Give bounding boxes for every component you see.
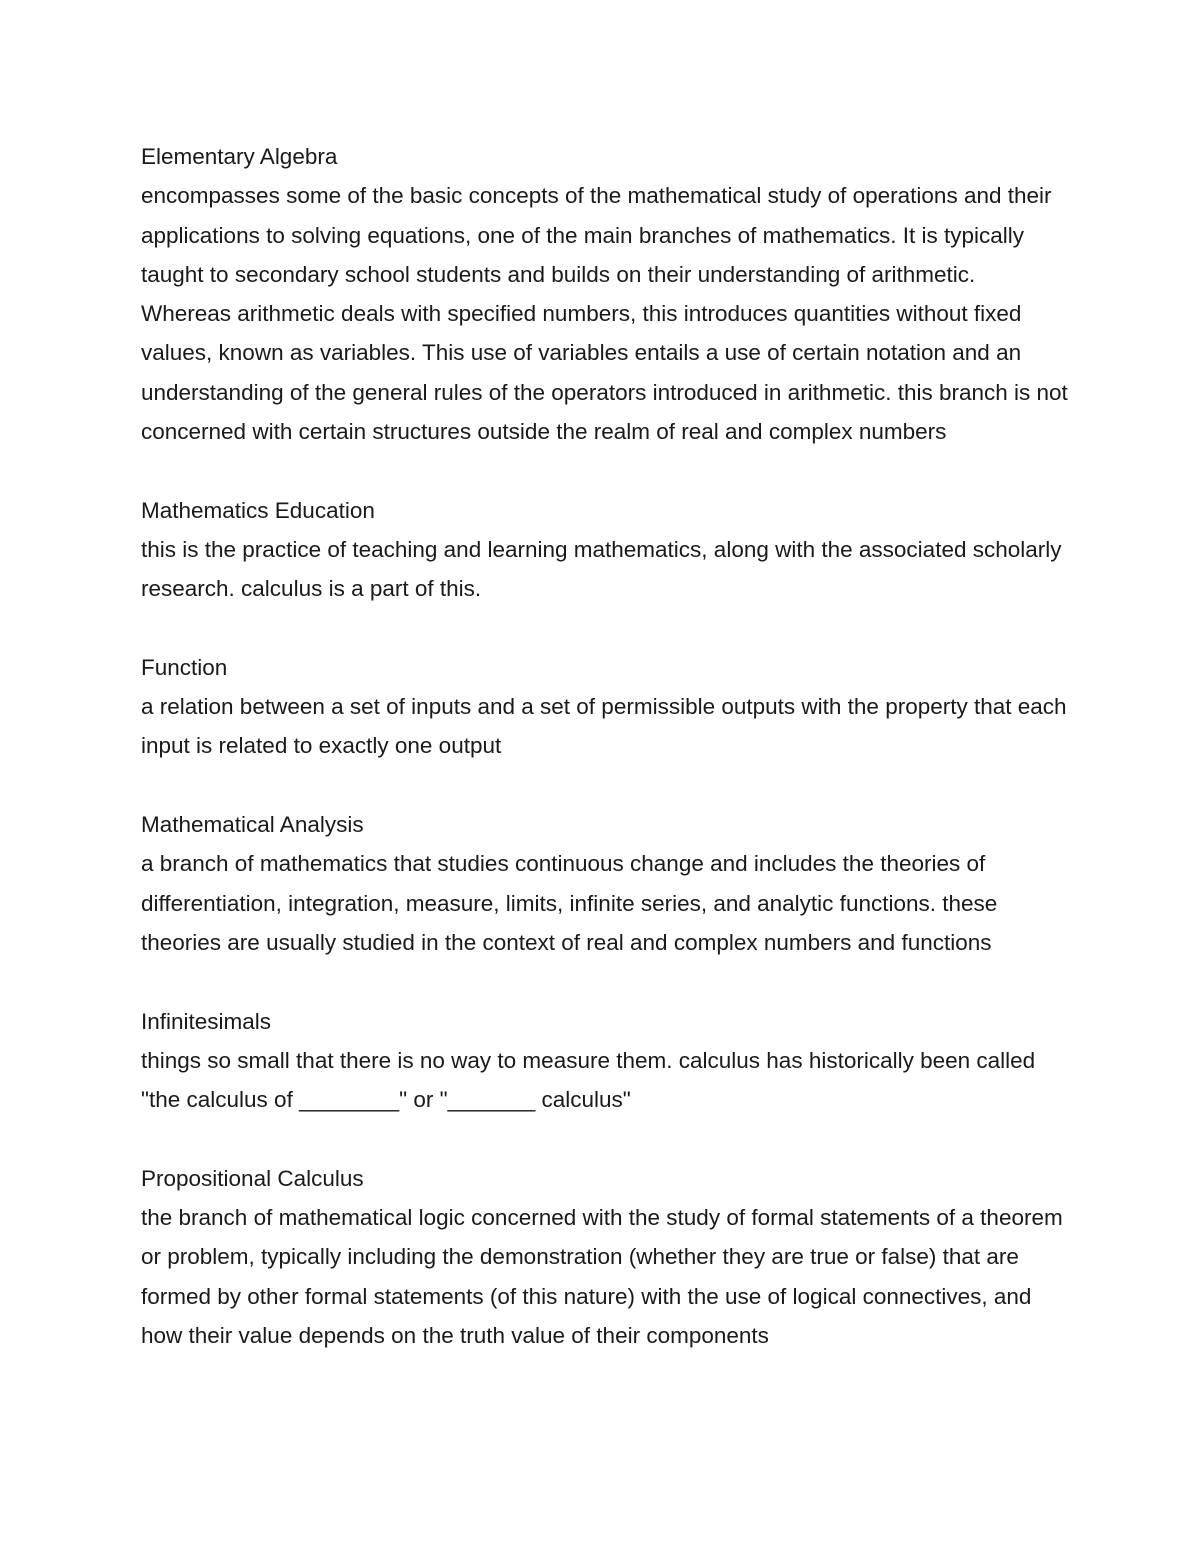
entry-term: Propositional Calculus	[141, 1165, 364, 1191]
entry-term: Mathematical Analysis	[141, 812, 364, 838]
entry-term: Elementary Algebra	[141, 144, 338, 169]
entry-definition: encompasses some of the basic concepts of the mathematical study of operations and their applications to solving equations, one of the main branches of mathematics. It is typically taught to secondary school students and builds on their understanding of arithmetic. Whereas arithmetic deals with specified numbers, this introduces quantities without fixed values, known as variables. This use of variables entails a use of certain notation and an understanding of the general rules of the operators introduced in arithmetic. this branch is not concerned with certain structures outside the realm of real and complex numbers	[141, 183, 1068, 445]
glossary-entry-mathematics-education	[141, 491, 1070, 609]
glossary-entry-mathematical-analysis	[141, 805, 1070, 962]
entry-definition: this is the practice of teaching and learning mathematics, along with the associated scholarly research. calculus is a part of this.	[141, 536, 1062, 602]
entry-term: Mathematics Education	[141, 497, 375, 523]
glossary-entry-infinitesimals	[141, 1002, 1070, 1120]
glossary-entry-function	[141, 648, 1070, 766]
entry-definition: a branch of mathematics that studies continuous change and includes the theories of differentiation, integration, measure, limits, infinite series, and analytic functions. these theories are usually studied in the context of real and complex numbers and functions	[141, 851, 998, 955]
entry-term: Infinitesimals	[141, 1008, 272, 1034]
entry-definition: things so small that there is no way to measure them. calculus has historically been called "the calculus of ________" or "_______ calculus"	[141, 1047, 1036, 1113]
entry-term: Function	[141, 654, 228, 680]
glossary-entry-propositional-calculus	[141, 1159, 1070, 1355]
entry-definition: the branch of mathematical logic concerned with the study of formal statements of a theorem or problem, typically including the demonstration (whether they are true or false) that are formed by other formal statements (of this nature) with the use of logical connectives, and how their value depends on the truth value of their components	[141, 1205, 1063, 1348]
entry-definition: a relation between a set of inputs and a set of permissible outputs with the property that each input is related to exactly one output	[141, 694, 1067, 759]
glossary-entry-elementary-algebra	[141, 137, 1070, 451]
